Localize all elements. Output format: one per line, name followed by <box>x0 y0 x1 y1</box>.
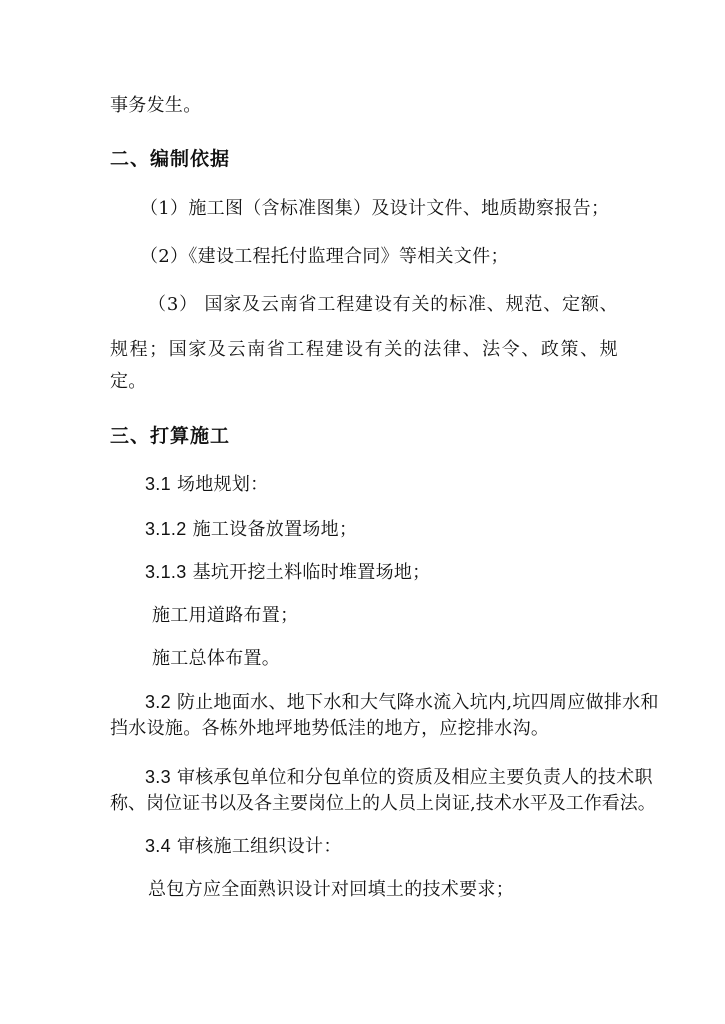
subsection-number: 3.1 <box>145 474 171 494</box>
section-heading-3: 三、打算施工 <box>110 425 231 447</box>
list-item-3-line-3: 定。 <box>110 371 147 392</box>
list-item-3-line-1: （3） 国家及云南省工程建设有关的标准、规范、定额、 <box>148 294 618 315</box>
subsection-3-2-line-2: 挡水设施。各栋外地坪地势低洼的地方，应挖排水沟。 <box>110 718 550 739</box>
subsection-text: 场地规划： <box>170 474 269 495</box>
subsection-number: 3.3 <box>145 767 171 787</box>
subsection-text: 审核承包单位和分包单位的资质及相应主要负责人的技术职 <box>170 767 653 788</box>
section-heading-2: 二、编制依据 <box>110 148 231 170</box>
subsection-3-1-2 <box>145 517 665 542</box>
subsection-3-2-line-1 <box>145 690 665 715</box>
subsection-number: 3.4 <box>145 836 171 856</box>
paragraph-line: 总包方应全面熟识设计对回填土的技术要求； <box>148 879 514 900</box>
list-item-2: （2）《建设工程托付监理合同》等相关文件； <box>140 246 509 267</box>
list-item-1: （1）施工图（含标准图集）及设计文件、地质勘察报告； <box>140 198 610 219</box>
paragraph-line: 施工总体布置。 <box>152 648 281 669</box>
paragraph-line: 事务发生。 <box>110 95 202 116</box>
subsection-3-4 <box>145 834 665 859</box>
subsection-text: 审核施工组织设计： <box>170 836 342 857</box>
list-item-3-line-2: 规程；国家及云南省工程建设有关的法律、法令、政策、规 <box>110 339 618 360</box>
subsection-number: 3.2 <box>145 692 171 712</box>
subsection-3-3-line-2: 称、岗位证书以及各主要岗位上的人员上岗证,技术水平及工作看法。 <box>110 793 656 814</box>
subsection-text: 施工设备放置场地； <box>186 519 358 540</box>
subsection-3-3-line-1 <box>145 765 665 790</box>
paragraph-line: 施工用道路布置； <box>152 605 299 626</box>
subsection-3-1-3 <box>145 560 665 585</box>
subsection-text: 基坑开挖土料临时堆置场地； <box>186 562 431 583</box>
subsection-number: 3.1.2 <box>145 519 187 539</box>
subsection-number: 3.1.3 <box>145 562 187 582</box>
subsection-3-1 <box>145 472 665 497</box>
subsection-text: 防止地面水、地下水和大气降水流入坑内,坑四周应做排水和 <box>170 692 659 713</box>
